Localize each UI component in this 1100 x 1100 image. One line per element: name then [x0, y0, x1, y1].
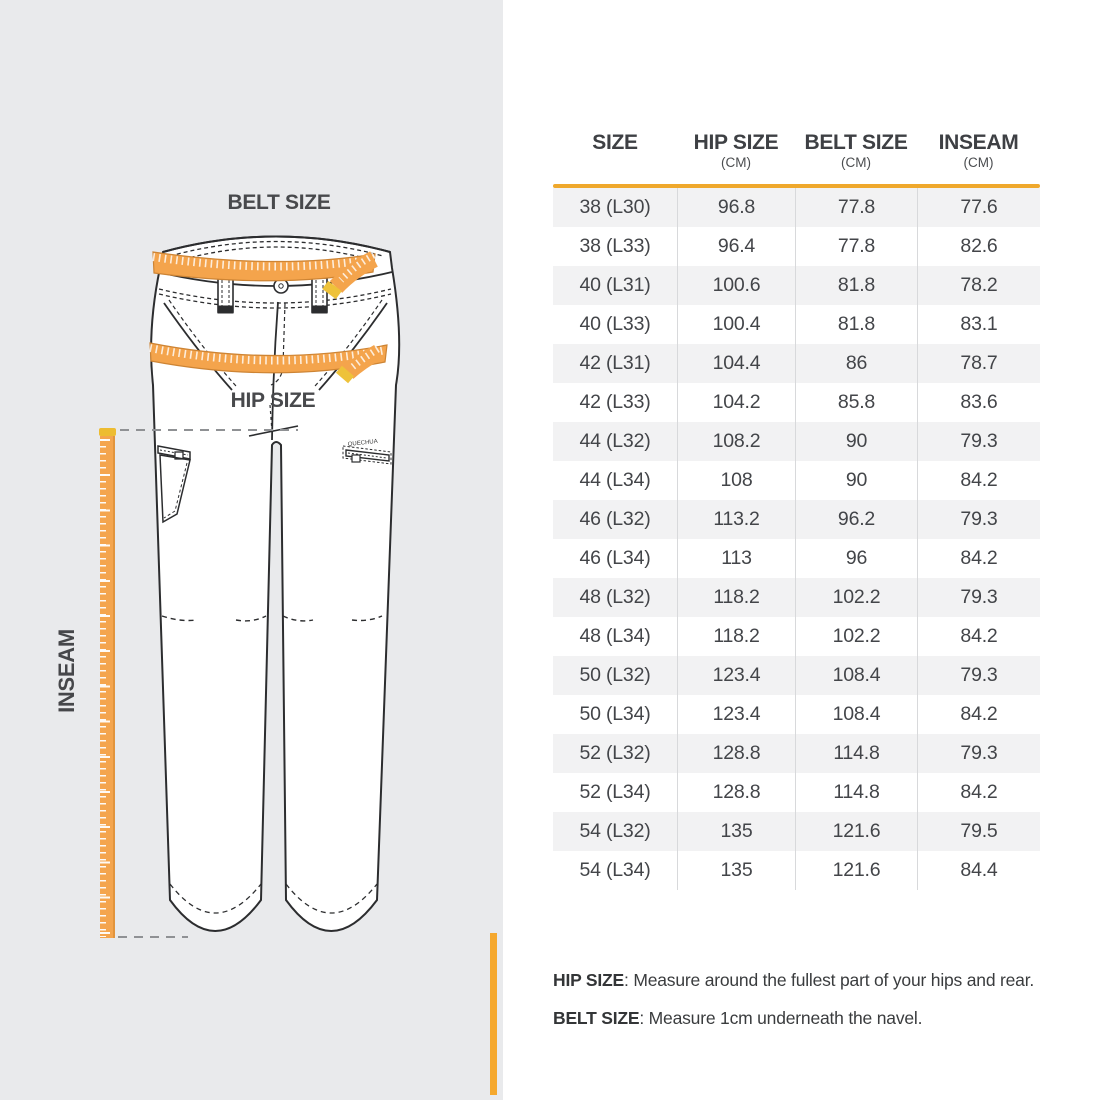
- table-row: [553, 656, 1040, 695]
- cell-hip-size: 108.2: [677, 422, 795, 461]
- cell-size: 52 (L34): [579, 781, 651, 803]
- cell-inseam: 83.6: [917, 383, 1040, 422]
- table-row: [553, 383, 1040, 422]
- cell-inseam: 84.2: [917, 695, 1040, 734]
- cell-inseam: 84.2: [917, 461, 1040, 500]
- table-row: [553, 617, 1040, 656]
- cell-size: 42 (L31): [579, 352, 651, 374]
- ruler-body: [100, 436, 115, 938]
- cell-hip-size: 96.8: [677, 188, 795, 227]
- cell-inseam: 78.7: [917, 344, 1040, 383]
- table-row: [553, 812, 1040, 851]
- cell-inseam: 84.4: [917, 851, 1040, 890]
- table-row: [553, 500, 1040, 539]
- inseam-label: INSEAM: [54, 629, 79, 713]
- column-label: INSEAM: [938, 131, 1019, 154]
- cell-size: 38 (L33): [579, 235, 651, 257]
- cell-inseam: 79.3: [917, 422, 1040, 461]
- table-row: [553, 773, 1040, 812]
- cell-size: 54 (L32): [579, 820, 651, 842]
- cell-inseam: 79.3: [917, 500, 1040, 539]
- cell-belt-size: 90: [795, 422, 917, 461]
- note-term: HIP SIZE: [553, 970, 625, 990]
- cell-size: 42 (L33): [579, 391, 651, 413]
- column-unit: (CM): [963, 155, 994, 170]
- cell-size: 44 (L32): [579, 430, 651, 452]
- cell-belt-size: 114.8: [795, 773, 917, 812]
- size-table-panel: [503, 0, 1100, 1100]
- cell-inseam: 83.1: [917, 305, 1040, 344]
- table-row: [553, 461, 1040, 500]
- table-header: [553, 128, 1040, 184]
- cell-size: 44 (L34): [579, 469, 651, 491]
- cell-size: 48 (L34): [579, 625, 651, 647]
- cell-hip-size: 104.4: [677, 344, 795, 383]
- cell-belt-size: 96: [795, 539, 917, 578]
- column-unit: (CM): [841, 155, 871, 170]
- cell-hip-size: 123.4: [677, 695, 795, 734]
- cell-inseam: 79.5: [917, 812, 1040, 851]
- cell-belt-size: 96.2: [795, 500, 917, 539]
- note-text: : Measure around the fullest part of your hips and rear.: [624, 970, 1035, 990]
- illustration-panel: [0, 0, 503, 1100]
- cell-hip-size: 128.8: [677, 734, 795, 773]
- brand-label: QUECHUA: [347, 438, 379, 448]
- cell-hip-size: 123.4: [677, 656, 795, 695]
- cell-size: 38 (L30): [579, 196, 651, 218]
- table-row: [553, 695, 1040, 734]
- table-row: [553, 227, 1040, 266]
- cell-size: 52 (L32): [579, 742, 651, 764]
- table-row: [553, 851, 1040, 890]
- cell-inseam: 82.6: [917, 227, 1040, 266]
- cell-hip-size: 128.8: [677, 773, 795, 812]
- cell-belt-size: 90: [795, 461, 917, 500]
- hip-size-label: HIP SIZE: [230, 389, 316, 412]
- column-header-hip-size: [677, 128, 795, 184]
- cell-size: 48 (L32): [579, 586, 651, 608]
- cell-hip-size: 113: [677, 539, 795, 578]
- belt-size-label: BELT SIZE: [227, 191, 331, 214]
- cell-hip-size: 100.6: [677, 266, 795, 305]
- cell-inseam: 84.2: [917, 617, 1040, 656]
- table-rows: [553, 188, 1040, 890]
- table-row: [553, 539, 1040, 578]
- cell-size: 50 (L32): [579, 664, 651, 686]
- column-header-inseam: [917, 128, 1040, 184]
- cell-inseam: 84.2: [917, 539, 1040, 578]
- cell-hip-size: 113.2: [677, 500, 795, 539]
- table-row: [553, 344, 1040, 383]
- table-row: [553, 578, 1040, 617]
- column-label: BELT SIZE: [804, 131, 908, 154]
- table-row: [553, 734, 1040, 773]
- cell-size: 46 (L32): [579, 508, 651, 530]
- cell-belt-size: 121.6: [795, 851, 917, 890]
- note-term: BELT SIZE: [553, 1008, 640, 1028]
- cell-inseam: 79.3: [917, 656, 1040, 695]
- column-label: SIZE: [592, 131, 638, 154]
- cell-hip-size: 108: [677, 461, 795, 500]
- accent-bar: [490, 933, 497, 1095]
- cell-belt-size: 81.8: [795, 266, 917, 305]
- table-row: [553, 188, 1040, 227]
- cell-belt-size: 114.8: [795, 734, 917, 773]
- pants-outline: [151, 237, 399, 932]
- cell-belt-size: 81.8: [795, 305, 917, 344]
- cell-size: 54 (L34): [579, 859, 651, 881]
- cell-inseam: 77.6: [917, 188, 1040, 227]
- cell-inseam: 84.2: [917, 773, 1040, 812]
- cell-inseam: 79.3: [917, 734, 1040, 773]
- cell-inseam: 79.3: [917, 578, 1040, 617]
- cell-size: 50 (L34): [579, 703, 651, 725]
- table-row: [553, 422, 1040, 461]
- column-header-belt-size: [795, 128, 917, 184]
- column-label: HIP SIZE: [693, 131, 779, 154]
- column-unit: (CM): [721, 155, 751, 170]
- cell-belt-size: 86: [795, 344, 917, 383]
- cell-belt-size: 85.8: [795, 383, 917, 422]
- cell-hip-size: 118.2: [677, 617, 795, 656]
- cell-inseam: 78.2: [917, 266, 1040, 305]
- cell-hip-size: 100.4: [677, 305, 795, 344]
- cell-size: 40 (L33): [579, 313, 651, 335]
- cell-belt-size: 108.4: [795, 695, 917, 734]
- note-text: : Measure 1cm underneath the navel.: [639, 1008, 923, 1028]
- notes: [553, 961, 1034, 1037]
- note-line: [553, 999, 1034, 1037]
- size-table: [553, 128, 1040, 890]
- cell-hip-size: 104.2: [677, 383, 795, 422]
- cell-belt-size: 102.2: [795, 578, 917, 617]
- cell-hip-size: 135: [677, 812, 795, 851]
- cell-size: 46 (L34): [579, 547, 651, 569]
- ruler-cap: [99, 428, 116, 436]
- cell-belt-size: 102.2: [795, 617, 917, 656]
- table-row: [553, 266, 1040, 305]
- note-line: [553, 961, 1034, 999]
- pants-diagram: [0, 0, 503, 1100]
- cell-belt-size: 108.4: [795, 656, 917, 695]
- column-header-size: [553, 128, 677, 184]
- table-row: [553, 305, 1040, 344]
- cell-hip-size: 118.2: [677, 578, 795, 617]
- cell-belt-size: 77.8: [795, 188, 917, 227]
- cell-belt-size: 121.6: [795, 812, 917, 851]
- inseam-ruler: [99, 428, 116, 938]
- cell-hip-size: 96.4: [677, 227, 795, 266]
- cell-hip-size: 135: [677, 851, 795, 890]
- cell-belt-size: 77.8: [795, 227, 917, 266]
- cell-size: 40 (L31): [579, 274, 651, 296]
